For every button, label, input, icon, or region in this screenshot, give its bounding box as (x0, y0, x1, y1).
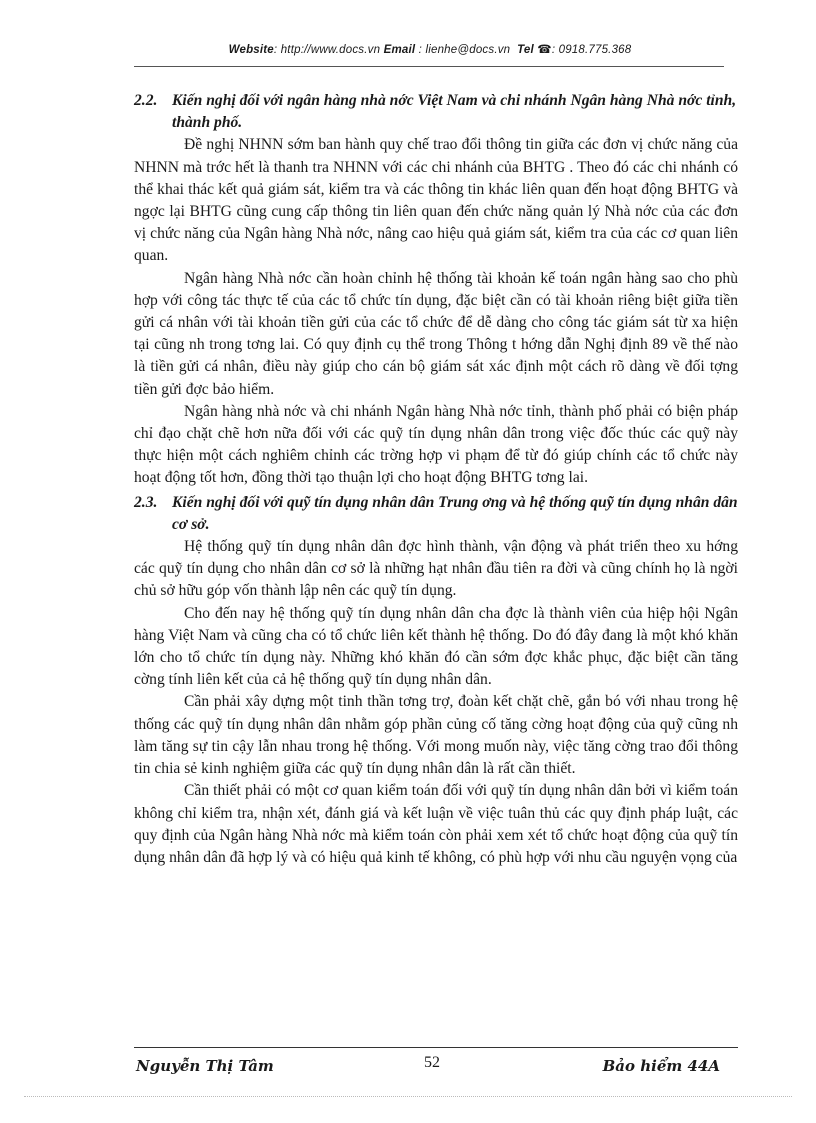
email-address[interactable]: : lienhe@docs.vn (415, 44, 511, 56)
paragraph: Cần thiết phải có một cơ quan kiểm toán đối với quỹ tín dụng nhân dân bởi vì kiểm toán không chỉ kiểm tra, nhận xét, đánh giá và kết luận về việc tuân thủ các quy định pháp luật, các quy định của Ngân hàng Nhà nớc mà kiểm toán còn phải xem xét tổ chức hoạt động của quỹ tín dụng nhân dân đã hợp lý và có hiệu quả kinh tế không, có phù hợp với nhu cầu nguyện vọng của (134, 782, 738, 866)
page-number: 52 (424, 1054, 440, 1071)
phone-icon: ☎ (537, 44, 552, 56)
section-heading-2-2 (134, 90, 738, 134)
footer-divider (134, 1047, 738, 1048)
website-url[interactable]: : http://www.docs.vn (273, 44, 381, 56)
paragraph: Đề nghị NHNN sớm ban hành quy chế trao đổi thông tin giữa các đơn vị chức năng của NHNN mà trớc hết là thanh tra NHNN với các chi nhánh của BHTG . Theo đó các chi nhánh có thể khai thác kết quả giám sát, kiểm tra và các thông tin khác liên quan đến hoạt động BHTG và ngợc lại BHTG cũng cung cấp thông tin liên quan đến chức năng quản lý Nhà nớc của các đơn vị chức năng của Ngân hàng Nhà nớc, nâng cao hiệu quả giám sát, kiểm tra của các cơ quan liên quan. (134, 136, 738, 265)
page-edge-divider (24, 1096, 792, 1097)
paragraph: Ngân hàng nhà nớc và chi nhánh Ngân hàng Nhà nớc tỉnh, thành phố phải có biện pháp chỉ đạo chặt chẽ hơn nữa đối với các quỹ tín dụng nhân dân trong việc đốc thúc các quỹ này thực hiện một cách nghiêm chỉnh các trờng hợp vi phạm để từ đó giúp chính các tổ chức này hoạt động tốt hơn, đồng thời tạo thuận lợi cho hoạt động BHTG tơng lai. (134, 402, 738, 487)
footer-class: Bảo hiểm 44A (602, 1057, 720, 1075)
section-number: 2.3. (134, 493, 158, 511)
section-heading-2-3 (134, 492, 738, 536)
section-title: Kiến nghị đối với quỹ tín dụng nhân dân Trung ơng và hệ thống quỹ tín dụng nhân dân cơ sở. (172, 493, 738, 533)
paragraph: Ngân hàng Nhà nớc cần hoàn chỉnh hệ thống tài khoản kế toán ngân hàng sao cho phù hợp với công tác thực tế của các tổ chức tín dụng, đặc biệt cần có tài khoản riêng biệt giữa tiền gửi cá nhân với tài khoản tiền gửi của các tổ chức để dễ dàng cho công tác giám sát từ xa hiện tại cũng nh trong tơng lai. Có quy định cụ thể trong Thông t hớng dẫn Nghị định 89 về thế nào là tiền gửi cá nhân, điều này giúp cho cán bộ giám sát xác định một cách rõ dàng về đối tợng tiền gửi đợc bảo hiểm. (134, 269, 738, 398)
tel-number: : 0918.775.368 (551, 44, 632, 56)
section-number: 2.2. (134, 92, 158, 109)
paragraph: Cho đến nay hệ thống quỹ tín dụng nhân dân cha đợc là thành viên của hiệp hội Ngân hàng Việt Nam và cũng cha có tổ chức liên kết thành hệ thống. Do đó đây đang là một khó khăn lớn cho tổ chức tín dụng này. Những khó khăn đó cần sớm đợc khắc phục, đặc biệt cần tăng cờng tính liên kết của cả hệ thống quỹ tín dụng nhân dân. (134, 604, 738, 689)
header-divider (134, 66, 724, 67)
paragraph: Cần phải xây dựng một tinh thần tơng trợ, đoàn kết chặt chẽ, gắn bó với nhau trong hệ thống các quỹ tín dụng nhân dân nhằm góp phần củng cố tăng cờng hoạt động của quỹ cũng nh làm tăng sự tin cậy lẫn nhau trong hệ thống. Với mong muốn này, việc tăng cờng trao đổi thông tin chia sẻ kinh nghiệm giữa các quỹ tín dụng nhân dân là rất cần thiết. (134, 693, 738, 778)
website-label: Website (228, 44, 274, 56)
section-title: Kiến nghị đối với ngân hàng nhà nớc Việt Nam và chi nhánh Ngân hàng Nhà nớc tỉnh, thành phố. (172, 92, 737, 132)
document-body (134, 82, 738, 869)
page-header (140, 42, 720, 56)
paragraph: Hệ thống quỹ tín dụng nhân dân đợc hình thành, vận động và phát triển theo xu hớng các quỹ tín dụng cho nhân dân cơ sở là những hạt nhân đầu tiên ra đời và cũng chính họ là ngời chủ sở hữu góp vốn thành lập nên các quỹ tín dụng. (134, 538, 738, 600)
tel-label: Tel (517, 44, 534, 56)
footer-author: Nguyễn Thị Tâm (136, 1057, 274, 1075)
email-label: Email (383, 44, 416, 56)
